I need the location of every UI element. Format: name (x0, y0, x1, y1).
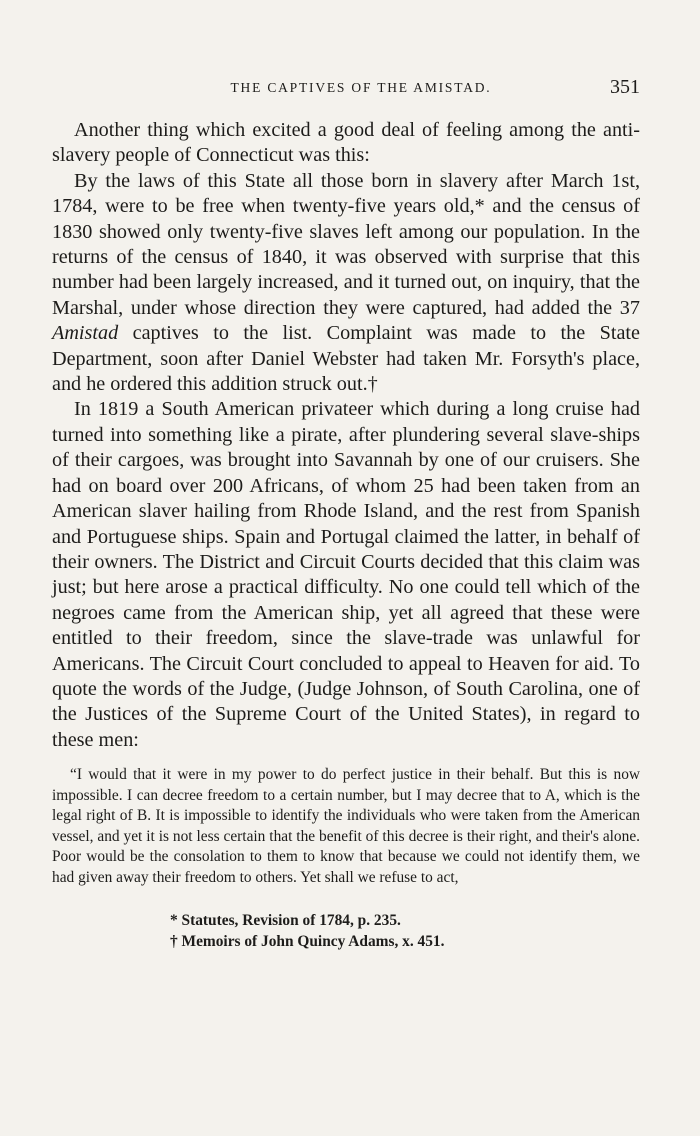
paragraph-1: Another thing which excited a good deal of feeling among the anti-slavery people of Connecticut was this: (52, 119, 640, 167)
footnote-1: * Statutes, Revision of 1784, p. 235. (170, 912, 401, 930)
paragraph-2-text-a: By the laws of this State all those born in slavery after March 1st, 1784, were to be free when twenty-five years old,* and the census of 1830 showed only twenty-five slaves left among our population. In the returns of the census of 1840, it was observed with surprise that this number had been largely increased, and it turned out, on inquiry, that the Marshal, under whose direction they were captured, had added the 37 (52, 169, 640, 319)
block-quote: “I would that it were in my power to do perfect justice in their behalf. But this is now impossible. I can decree freedom to a certain number, but I may decree that to A, which is the legal right of B. It is impossible to identify the individuals who were taken from the American vessel, and yet it is not less certain that the benefit of this decree is their right, and their's alone. Poor would be the consolation to them to know that because we could not identify them, we had given away their freedom to others. Yet shall we refuse to act, (52, 766, 640, 886)
page-number: 351 (610, 76, 640, 98)
footnotes (170, 910, 640, 952)
paragraph-2 (52, 169, 640, 398)
running-header (52, 76, 640, 104)
footnote-2: † Memoirs of John Quincy Adams, x. 451. (170, 933, 445, 951)
running-title: THE CAPTIVES OF THE AMISTAD. (230, 80, 492, 95)
body-text (52, 118, 640, 753)
paragraph-3: In 1819 a South American privateer which during a long cruise had turned into something like a pirate, after plundering several slave-ships of their cargoes, was brought into Savannah by one of our cruisers. She had on board over 200 Africans, of whom 25 had been taken from an American slaver hailing from Rhode Island, and the rest from Spanish and Portuguese ships. Spain and Portugal claimed the latter, in behalf of their owners. The District and Circuit Courts decided that this claim was just; but here arose a practical difficulty. No one could tell which of the negroes came from the American ship, yet all agreed that these were entitled to their freedom, since the slave-trade was unlawful for Americans. The Circuit Court concluded to appeal to Heaven for aid. To quote the words of the Judge, (Judge Johnson, of South Carolina, one of the Justices of the Supreme Court of the United States), in regard to these men: (52, 398, 640, 751)
ship-name: Amistad (52, 322, 119, 345)
paragraph-2-text-b: captives to the list. Complaint was made to the State Department, soon after Daniel Webster had taken Mr. Forsyth's place, and he ordered this addition struck out.† (52, 322, 640, 396)
